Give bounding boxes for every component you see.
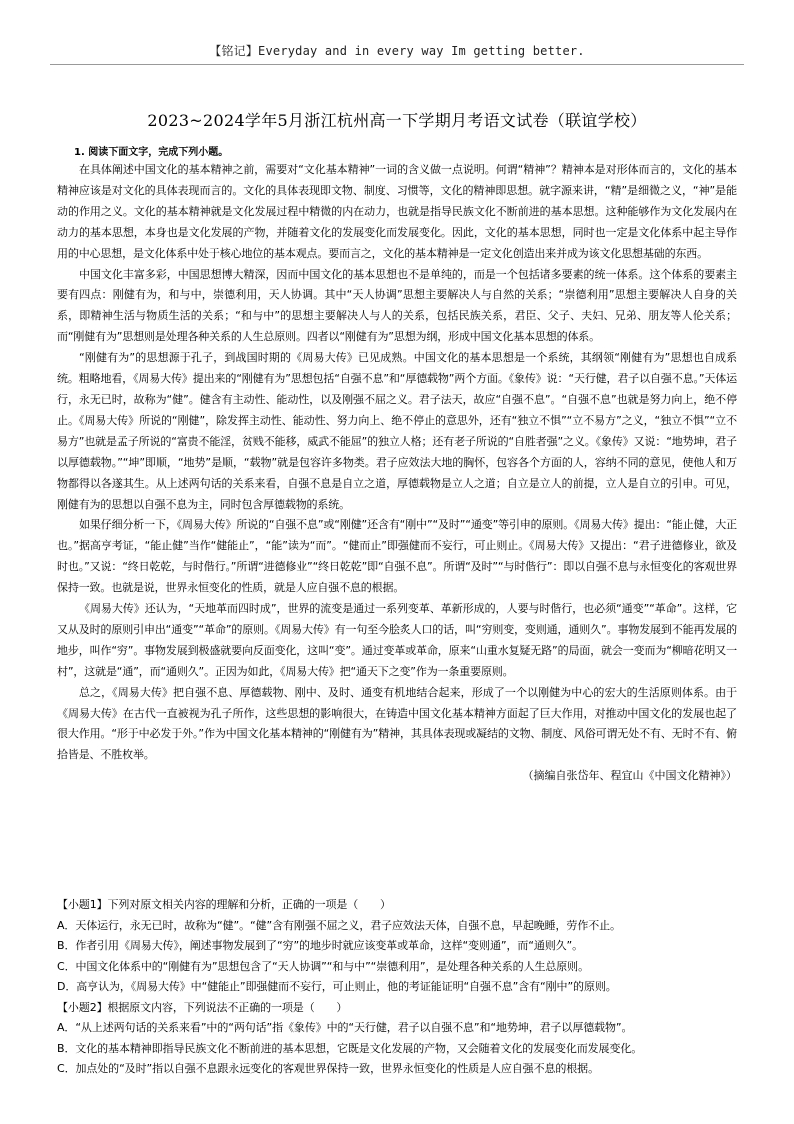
passage-source: （摘编自张岱年、程宜山《中国文化精神》） [522,769,737,783]
header-divider [50,64,744,65]
question-2-stem: 【小题2】根据原文内容，下列说法不正确的一项是（ ） [57,1000,348,1014]
question-1-option-b: B．作者引用《周易大传》，阐述事物发展到了“穷”的地步时就应该变革或革命，这样“变则通”，而“通则久”。 [57,939,584,952]
question-1-option-d: D．高亨认为，《周易大传》中“健能止”即强健而不妄行，可止则止，他的考证能证明“自强不息”含有“刚中”的原则。 [57,980,617,993]
passage-paragraph-4: 如果仔细分析一下，《周易大传》所说的“自强不息”或“刚健”还含有“刚中”“及时”“通变”等引申的原则。《周易大传》提出：“能止健，大正也。”据高亨考证，“能止健”当作“健能止”，“能”读为“而”。“健而止”即强健而不妄行，可止则止。《周易大传》又提出：“君子进德修业，欲及时也。”又说：“终日乾乾，与时偕行。”所谓“进德修业”“终日乾乾”即“自强不息”。所谓“及时”“与时偕行”：即以自强不息与永恒变化的客观世界保持一致。也就是说，世界永恒变化的性质，就是人应自强不息的根据。 [57,518,737,595]
passage-paragraph-2: 中国文化丰富多彩，中国思想博大精深，因而中国文化的基本思想也不是单纯的，而是一个包括诸多要素的统一体系。这个体系的要素主要有四点：刚健有为，和与中，崇德利用，天人协调。其中“天人协调”思想主要解决人与自然的关系；“崇德利用”思想主要解决人自身的关系，即精神生活与物质生活的关系；“和与中”的思想主要解决人与人的关系，包括民族关系，君臣、父子、夫妇、兄弟、朋友等人伦关系；而“刚健有为”思想则是处理各种关系的人生总原则。四者以“刚健有为”思想为纲，形成中国文化基本思想的体系。 [57,267,737,344]
question-list [57,895,747,1080]
question-1-option-c: C．中国文化体系中的“刚健有为”思想包含了“天人协调”“和与中”“崇德利用”，是处理各种关系的人生总原则。 [57,959,589,973]
reading-passage [57,160,737,787]
passage-paragraph-1: 在具体阐述中国文化的基本精神之前，需要对“文化基本精神”一词的含义做一点说明。何谓“精神”？精神本是对形体而言的，文化的基本精神应该是对文化的具体表现而言的。文化的具体表现即文物、制度、习惯等，文化的精神即思想。就字源来讲，“精”是细微之义，“神”是能动的作用之义。文化的基本精神就是文化发展过程中精微的内在动力，也就是指导民族文化不断前进的基本思想。这种能够作为文化发展内在动力的基本思想，本身也是文化发展的产物，并随着文化的发展变化而发展变化。因此，文化的基本思想，同时也一定是文化体系中起主导作用的中心思想，是文化体系中处于核心地位的基本观点。要而言之，文化的基本精神是一定文化创造出来并成为该文化思想基础的东西。 [57,163,737,260]
passage-paragraph-3: “刚健有为”的思想源于孔子，到战国时期的《周易大传》已见成熟。中国文化的基本思想是一个系统，其纲领“刚健有为”思想也自成系统。粗略地看，《周易大传》提出来的“刚健有为”思想包括“自强不息”和“厚德载物”两个方面。《象传》说：“天行健，君子以自强不息。”天体运行，永无已时，故称为“健”。健含有主动性、能动性，以及刚强不屈之义。君子法天，故应“自强不息”。“自强不息”也就是努力向上，绝不停止。《周易大传》所说的“刚健”，除发挥主动性、能动性、努力向上、绝不停止的意思外，还有“独立不惧”“立不易方”之义，“独立不惧”“立不易方”也就是孟子所说的“富贵不能淫，贫贱不能移，威武不能屈”的独立人格；还有老子所说的“自胜者强”之义。《象传》又说：“地势坤，君子以厚德载物。”“坤”即顺，“地势”是顺，“载物”就是包容许多物类。君子应效法大地的胸怀，包容各个方面的人，容纳不同的意见，使他人和万物都得以各遂其生。从上述两句话的关系来看，自强不息是自立之道，厚德载物是立人之道；自立是立人的前提，立人是自立的引申。可见，刚健有为的思想以自强不息为主，同时包含厚德载物的系统。 [57,351,737,511]
question-1-option-a: A．天体运行，永无已时，故称为“健”。“健”含有刚强不屈之义，君子应效法天体，自强不息，早起晚睡，劳作不止。 [57,918,621,932]
passage-paragraph-5: 《周易大传》还认为，“天地革而四时成”，世界的流变是通过一系列变革、革新形成的，人要与时偕行，也必须“通变”“革命”。这样，它又从及时的原则引申出“通变”“革命”的原则。《周易大传》有一句至今脍炙人口的话，叫“穷则变，变则通，通则久”。事物发展到不能再发展的地步，叫作“穷”。事物发展到极盛就要向反面变化，这叫“变”。通过变革或革命，原来“山重水复疑无路”的局面，就会一变而为“柳暗花明又一村”，这就是“通”，而“通则久”。正因为如此，《周易大传》把“通天下之变”作为一条重要原则。 [57,602,737,678]
question-2-option-c: C．加点处的“及时”指以自强不息跟永远变化的客观世界保持一致，世界永恒变化的性质是人应自强不息的根据。 [57,1062,599,1075]
question-2-option-b: B．文化的基本精神即指导民族文化不断前进的基本思想，它既是文化发展的产物，又会随着文化的发展变化而发展变化。 [57,1041,643,1055]
question-2-option-a: A．“从上述两句话的关系来看”中的“两句话”指《象传》中的“天行健，君子以自强不息”和“地势坤，君子以厚德载物”。 [57,1021,633,1034]
question-1-stem: 【小题1】下列对原文相关内容的理解和分析，正确的一项是（ ） [57,898,391,911]
passage-paragraph-6: 总之，《周易大传》把自强不息、厚德载物、刚中、及时、通变有机地结合起来，形成了一个以刚健为中心的宏大的生活原则体系。由于《周易大传》在古代一直被视为孔子所作，这些思想的影响很大，在铸造中国文化基本精神方面起了巨大作用，对推动中国文化的发展也起了很大作用。“形于中必发于外。”作为中国文化基本精神的“刚健有为”精神，其具体表现或凝结的文物、制度、风俗可谓无处不有、无时不有、俯拾皆是、不胜枚举。 [57,685,737,762]
question-heading: 1. 阅读下面文字，完成下列小题。 [74,147,229,158]
motto-header: 【铭记】Everyday and in every way Im getting better. [209,44,585,58]
document-title: 2023~2024学年5月浙江杭州高一下学期月考语文试卷（联谊学校） [147,110,647,130]
